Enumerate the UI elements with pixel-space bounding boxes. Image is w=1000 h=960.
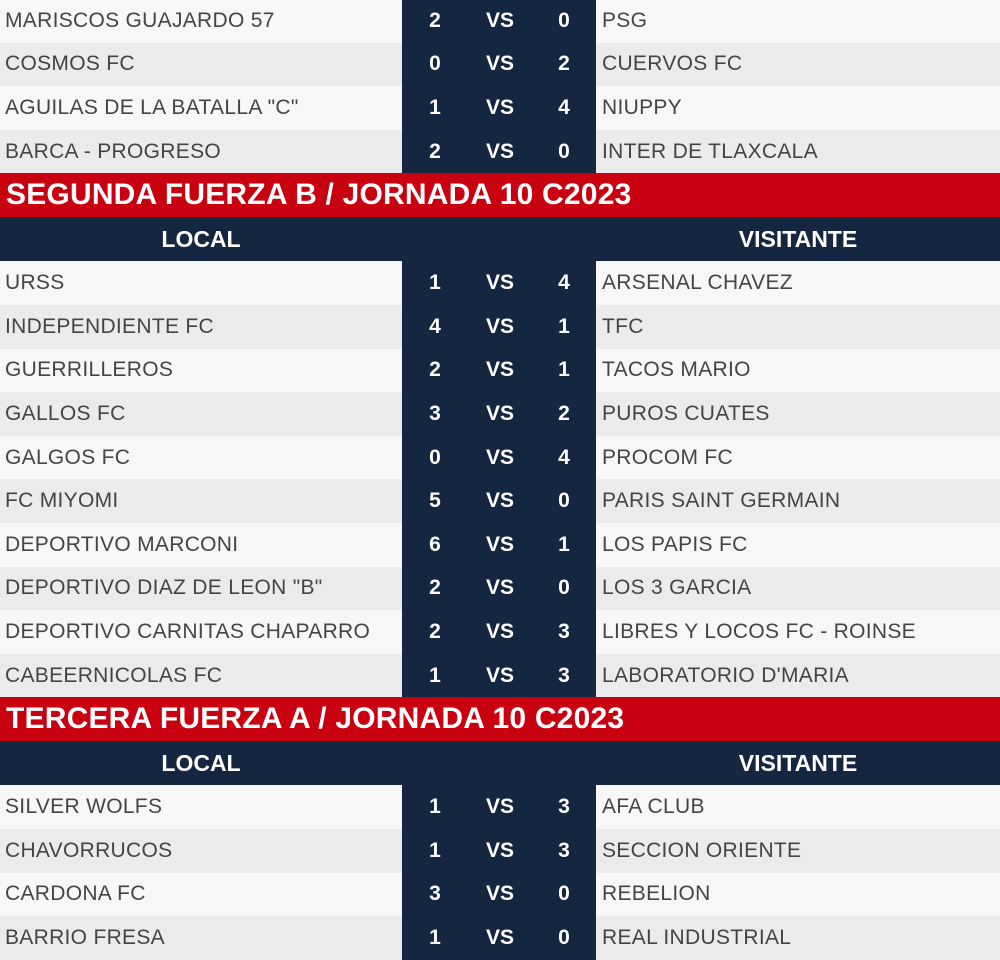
score-cell bbox=[402, 0, 596, 43]
vs-label: VS bbox=[485, 358, 514, 382]
home-score: 2 bbox=[429, 576, 441, 600]
home-score: 0 bbox=[429, 445, 441, 469]
match-row bbox=[0, 305, 1000, 349]
away-score: 4 bbox=[558, 445, 570, 469]
home-team: FC MIYOMI bbox=[5, 489, 119, 513]
away-team: CUERVOS FC bbox=[602, 52, 743, 76]
home-score: 1 bbox=[429, 271, 441, 295]
away-score: 2 bbox=[558, 401, 570, 425]
away-team: PROCOM FC bbox=[602, 445, 734, 469]
home-team: CARDONA FC bbox=[5, 882, 146, 906]
home-team: URSS bbox=[5, 271, 65, 295]
match-row bbox=[0, 0, 1000, 43]
match-row bbox=[0, 130, 1000, 174]
score-cell bbox=[402, 873, 596, 917]
home-team: GUERRILLEROS bbox=[5, 358, 174, 382]
vs-label: VS bbox=[485, 532, 514, 556]
vs-label: VS bbox=[485, 663, 514, 687]
vs-label: VS bbox=[485, 445, 514, 469]
home-score: 1 bbox=[429, 95, 441, 119]
match-row bbox=[0, 610, 1000, 654]
match-row bbox=[0, 916, 1000, 960]
home-team: AGUILAS DE LA BATALLA "C" bbox=[5, 95, 299, 119]
home-score: 5 bbox=[429, 489, 441, 513]
away-team: LIBRES Y LOCOS FC - ROINSE bbox=[602, 619, 916, 643]
away-team: PSG bbox=[602, 8, 648, 32]
vs-label: VS bbox=[485, 489, 514, 513]
away-score: 0 bbox=[558, 139, 570, 163]
away-score: 0 bbox=[558, 8, 570, 32]
match-row bbox=[0, 436, 1000, 480]
away-team: INTER DE TLAXCALA bbox=[602, 139, 818, 163]
home-score: 2 bbox=[429, 619, 441, 643]
away-score: 0 bbox=[558, 489, 570, 513]
away-score: 3 bbox=[558, 795, 570, 819]
score-cell bbox=[402, 130, 596, 174]
away-team: NIUPPY bbox=[602, 95, 682, 119]
away-score: 3 bbox=[558, 619, 570, 643]
score-cell bbox=[402, 436, 596, 480]
home-score: 1 bbox=[429, 663, 441, 687]
vs-label: VS bbox=[485, 882, 514, 906]
away-team: AFA CLUB bbox=[602, 795, 705, 819]
home-team: CHAVORRUCOS bbox=[5, 838, 173, 862]
score-cell bbox=[402, 916, 596, 960]
vs-label: VS bbox=[485, 619, 514, 643]
home-team: CABEERNICOLAS FC bbox=[5, 663, 223, 687]
home-score: 1 bbox=[429, 838, 441, 862]
vs-label: VS bbox=[485, 95, 514, 119]
away-team: PARIS SAINT GERMAIN bbox=[602, 489, 841, 513]
vs-label: VS bbox=[485, 795, 514, 819]
visitante-header: VISITANTE bbox=[738, 749, 858, 776]
home-score: 2 bbox=[429, 358, 441, 382]
visitante-header: VISITANTE bbox=[738, 225, 858, 252]
away-score: 1 bbox=[558, 532, 570, 556]
away-score: 4 bbox=[558, 271, 570, 295]
match-row bbox=[0, 392, 1000, 436]
score-cell bbox=[402, 785, 596, 829]
local-header: LOCAL bbox=[161, 225, 241, 252]
match-row bbox=[0, 829, 1000, 873]
away-team: TFC bbox=[602, 314, 644, 338]
score-cell bbox=[402, 392, 596, 436]
away-score: 4 bbox=[558, 95, 570, 119]
match-row bbox=[0, 654, 1000, 698]
score-cell bbox=[402, 610, 596, 654]
vs-label: VS bbox=[485, 838, 514, 862]
vs-label: VS bbox=[485, 925, 514, 949]
section-title: SEGUNDA FUERZA B / JORNADA 10 C2023 bbox=[0, 173, 1000, 217]
away-score: 1 bbox=[558, 358, 570, 382]
home-team: DEPORTIVO DIAZ DE LEON "B" bbox=[5, 576, 323, 600]
match-row bbox=[0, 261, 1000, 305]
away-score: 1 bbox=[558, 314, 570, 338]
home-score: 0 bbox=[429, 52, 441, 76]
match-row bbox=[0, 349, 1000, 393]
score-cell bbox=[402, 261, 596, 305]
away-score: 0 bbox=[558, 576, 570, 600]
score-cell bbox=[402, 829, 596, 873]
home-team: DEPORTIVO CARNITAS CHAPARRO bbox=[5, 619, 371, 643]
match-row bbox=[0, 785, 1000, 829]
away-score: 3 bbox=[558, 663, 570, 687]
home-score: 3 bbox=[429, 401, 441, 425]
score-cell bbox=[402, 654, 596, 698]
home-team: GALLOS FC bbox=[5, 401, 126, 425]
away-team: ARSENAL CHAVEZ bbox=[602, 271, 793, 295]
match-row bbox=[0, 479, 1000, 523]
home-score: 2 bbox=[429, 139, 441, 163]
away-score: 0 bbox=[558, 925, 570, 949]
home-score: 1 bbox=[429, 925, 441, 949]
home-team: COSMOS FC bbox=[5, 52, 135, 76]
home-score: 3 bbox=[429, 882, 441, 906]
away-team: PUROS CUATES bbox=[602, 401, 770, 425]
score-cell bbox=[402, 479, 596, 523]
score-cell bbox=[402, 523, 596, 567]
vs-label: VS bbox=[485, 8, 514, 32]
away-score: 2 bbox=[558, 52, 570, 76]
away-team: TACOS MARIO bbox=[602, 358, 751, 382]
away-team: LOS PAPIS FC bbox=[602, 532, 748, 556]
away-team: SECCION ORIENTE bbox=[602, 838, 802, 862]
home-score: 6 bbox=[429, 532, 441, 556]
vs-label: VS bbox=[485, 314, 514, 338]
score-cell bbox=[402, 43, 596, 87]
vs-label: VS bbox=[485, 139, 514, 163]
away-score: 0 bbox=[558, 882, 570, 906]
away-team: REBELION bbox=[602, 882, 711, 906]
match-row bbox=[0, 43, 1000, 87]
vs-label: VS bbox=[485, 271, 514, 295]
home-score: 2 bbox=[429, 8, 441, 32]
score-cell bbox=[402, 567, 596, 611]
column-header bbox=[0, 741, 1000, 785]
section-title: TERCERA FUERZA A / JORNADA 10 C2023 bbox=[0, 697, 1000, 741]
match-row bbox=[0, 567, 1000, 611]
home-score: 4 bbox=[429, 314, 441, 338]
home-team: BARRIO FRESA bbox=[5, 925, 165, 949]
home-team: DEPORTIVO MARCONI bbox=[5, 532, 239, 556]
away-team: REAL INDUSTRIAL bbox=[602, 925, 792, 949]
local-header: LOCAL bbox=[161, 749, 241, 776]
vs-label: VS bbox=[485, 576, 514, 600]
home-score: 1 bbox=[429, 795, 441, 819]
column-header bbox=[0, 217, 1000, 261]
away-team: LOS 3 GARCIA bbox=[602, 576, 752, 600]
away-score: 3 bbox=[558, 838, 570, 862]
score-cell bbox=[402, 305, 596, 349]
home-team: SILVER WOLFS bbox=[5, 795, 163, 819]
home-team: MARISCOS GUAJARDO 57 bbox=[5, 8, 275, 32]
home-team: BARCA - PROGRESO bbox=[5, 139, 222, 163]
home-team: GALGOS FC bbox=[5, 445, 131, 469]
away-team: LABORATORIO D'MARIA bbox=[602, 663, 849, 687]
vs-label: VS bbox=[485, 52, 514, 76]
match-row bbox=[0, 873, 1000, 917]
score-cell bbox=[402, 349, 596, 393]
vs-label: VS bbox=[485, 401, 514, 425]
match-row bbox=[0, 86, 1000, 130]
match-row bbox=[0, 523, 1000, 567]
score-cell bbox=[402, 86, 596, 130]
home-team: INDEPENDIENTE FC bbox=[5, 314, 214, 338]
